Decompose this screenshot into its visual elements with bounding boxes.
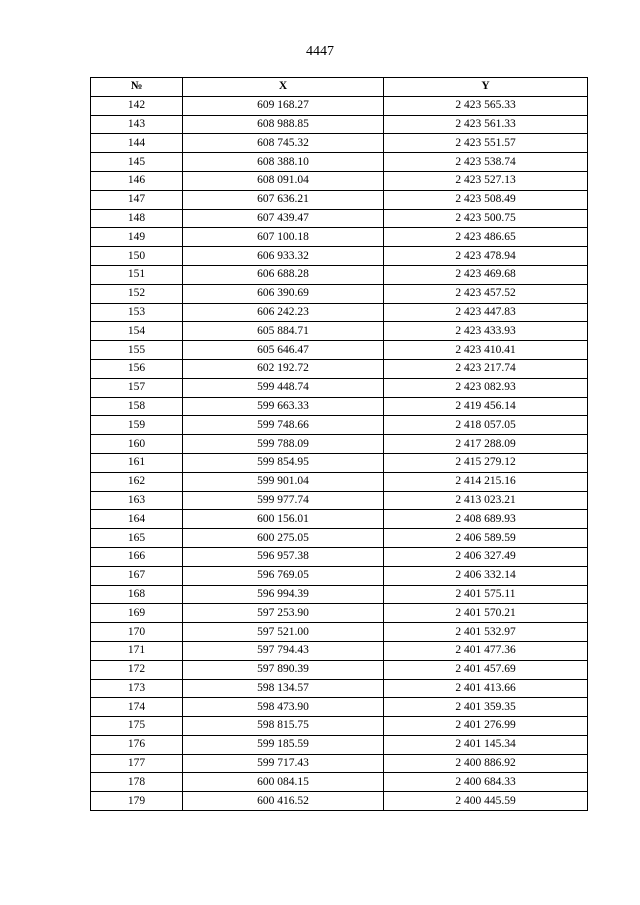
cell-y: 2 423 082.93	[384, 378, 588, 397]
table-row	[91, 359, 588, 378]
cell-x: 600 084.15	[183, 773, 384, 792]
table-row	[91, 247, 588, 266]
cell-x: 600 416.52	[183, 792, 384, 811]
cell-x: 608 745.32	[183, 134, 384, 153]
cell-number: 152	[91, 284, 183, 303]
cell-x: 608 091.04	[183, 171, 384, 190]
table-row	[91, 341, 588, 360]
column-header-number: №	[91, 78, 183, 97]
cell-x: 609 168.27	[183, 96, 384, 115]
cell-x: 596 769.05	[183, 566, 384, 585]
cell-number: 166	[91, 547, 183, 566]
cell-x: 599 977.74	[183, 491, 384, 510]
cell-x: 608 988.85	[183, 115, 384, 134]
table-row	[91, 153, 588, 172]
cell-y: 2 418 057.05	[384, 416, 588, 435]
cell-x: 597 253.90	[183, 604, 384, 623]
cell-y: 2 423 508.49	[384, 190, 588, 209]
cell-x: 599 448.74	[183, 378, 384, 397]
cell-number: 170	[91, 623, 183, 642]
cell-number: 146	[91, 171, 183, 190]
cell-x: 607 439.47	[183, 209, 384, 228]
cell-y: 2 401 359.35	[384, 698, 588, 717]
table-row	[91, 510, 588, 529]
cell-x: 598 473.90	[183, 698, 384, 717]
cell-y: 2 401 532.97	[384, 623, 588, 642]
cell-y: 2 400 684.33	[384, 773, 588, 792]
cell-number: 179	[91, 792, 183, 811]
cell-number: 155	[91, 341, 183, 360]
cell-x: 599 854.95	[183, 453, 384, 472]
cell-y: 2 400 886.92	[384, 754, 588, 773]
cell-x: 597 794.43	[183, 641, 384, 660]
table-row	[91, 566, 588, 585]
cell-y: 2 423 486.65	[384, 228, 588, 247]
cell-number: 168	[91, 585, 183, 604]
cell-y: 2 423 565.33	[384, 96, 588, 115]
cell-y: 2 401 145.34	[384, 735, 588, 754]
table-row	[91, 679, 588, 698]
table-row	[91, 435, 588, 454]
cell-y: 2 414 215.16	[384, 472, 588, 491]
cell-x: 596 957.38	[183, 547, 384, 566]
cell-y: 2 406 327.49	[384, 547, 588, 566]
cell-y: 2 419 456.14	[384, 397, 588, 416]
table-row	[91, 416, 588, 435]
table-row	[91, 735, 588, 754]
cell-y: 2 423 561.33	[384, 115, 588, 134]
cell-number: 153	[91, 303, 183, 322]
cell-y: 2 400 445.59	[384, 792, 588, 811]
cell-y: 2 423 500.75	[384, 209, 588, 228]
cell-number: 156	[91, 359, 183, 378]
cell-y: 2 406 589.59	[384, 529, 588, 548]
cell-number: 159	[91, 416, 183, 435]
cell-y: 2 423 457.52	[384, 284, 588, 303]
cell-number: 176	[91, 735, 183, 754]
cell-number: 171	[91, 641, 183, 660]
cell-number: 145	[91, 153, 183, 172]
table-row	[91, 491, 588, 510]
table-row	[91, 472, 588, 491]
cell-y: 2 401 575.11	[384, 585, 588, 604]
cell-number: 167	[91, 566, 183, 585]
cell-number: 177	[91, 754, 183, 773]
cell-number: 149	[91, 228, 183, 247]
table-row	[91, 660, 588, 679]
cell-x: 598 815.75	[183, 717, 384, 736]
cell-number: 150	[91, 247, 183, 266]
cell-number: 157	[91, 378, 183, 397]
cell-y: 2 401 477.36	[384, 641, 588, 660]
cell-x: 606 390.69	[183, 284, 384, 303]
cell-x: 599 788.09	[183, 435, 384, 454]
cell-x: 607 100.18	[183, 228, 384, 247]
cell-y: 2 401 276.99	[384, 717, 588, 736]
cell-x: 602 192.72	[183, 359, 384, 378]
cell-y: 2 423 478.94	[384, 247, 588, 266]
table-row	[91, 190, 588, 209]
cell-y: 2 423 551.57	[384, 134, 588, 153]
table-row	[91, 717, 588, 736]
cell-x: 597 890.39	[183, 660, 384, 679]
table-row	[91, 397, 588, 416]
table-row	[91, 754, 588, 773]
cell-x: 599 185.59	[183, 735, 384, 754]
cell-x: 605 646.47	[183, 341, 384, 360]
cell-x: 599 901.04	[183, 472, 384, 491]
column-header-y: Y	[384, 78, 588, 97]
column-header-x: X	[183, 78, 384, 97]
table-row	[91, 453, 588, 472]
cell-number: 154	[91, 322, 183, 341]
cell-x: 596 994.39	[183, 585, 384, 604]
cell-number: 158	[91, 397, 183, 416]
cell-x: 598 134.57	[183, 679, 384, 698]
cell-x: 606 933.32	[183, 247, 384, 266]
cell-number: 163	[91, 491, 183, 510]
table-body	[91, 96, 588, 810]
table-row	[91, 303, 588, 322]
cell-y: 2 406 332.14	[384, 566, 588, 585]
table-row	[91, 585, 588, 604]
cell-y: 2 423 447.83	[384, 303, 588, 322]
cell-number: 162	[91, 472, 183, 491]
cell-y: 2 417 288.09	[384, 435, 588, 454]
cell-x: 599 717.43	[183, 754, 384, 773]
cell-y: 2 401 413.66	[384, 679, 588, 698]
table-row	[91, 115, 588, 134]
cell-number: 164	[91, 510, 183, 529]
cell-y: 2 423 410.41	[384, 341, 588, 360]
table-row	[91, 698, 588, 717]
table-row	[91, 284, 588, 303]
cell-number: 161	[91, 453, 183, 472]
table-row	[91, 547, 588, 566]
cell-y: 2 401 570.21	[384, 604, 588, 623]
cell-x: 608 388.10	[183, 153, 384, 172]
table-row	[91, 529, 588, 548]
cell-number: 178	[91, 773, 183, 792]
table-row	[91, 171, 588, 190]
cell-y: 2 423 538.74	[384, 153, 588, 172]
table-row	[91, 378, 588, 397]
cell-x: 607 636.21	[183, 190, 384, 209]
cell-y: 2 423 469.68	[384, 265, 588, 284]
table-row	[91, 623, 588, 642]
cell-number: 169	[91, 604, 183, 623]
cell-number: 174	[91, 698, 183, 717]
cell-x: 599 663.33	[183, 397, 384, 416]
cell-number: 148	[91, 209, 183, 228]
cell-y: 2 413 023.21	[384, 491, 588, 510]
cell-x: 605 884.71	[183, 322, 384, 341]
table-row	[91, 265, 588, 284]
cell-number: 165	[91, 529, 183, 548]
cell-number: 142	[91, 96, 183, 115]
table-row	[91, 134, 588, 153]
table-row	[91, 96, 588, 115]
table-row	[91, 792, 588, 811]
page-number: 4447	[306, 44, 334, 59]
cell-x: 600 275.05	[183, 529, 384, 548]
cell-number: 144	[91, 134, 183, 153]
table-row	[91, 209, 588, 228]
cell-number: 151	[91, 265, 183, 284]
cell-y: 2 423 527.13	[384, 171, 588, 190]
table-row	[91, 322, 588, 341]
cell-y: 2 423 217.74	[384, 359, 588, 378]
cell-x: 600 156.01	[183, 510, 384, 529]
cell-number: 175	[91, 717, 183, 736]
cell-x: 597 521.00	[183, 623, 384, 642]
cell-y: 2 415 279.12	[384, 453, 588, 472]
cell-y: 2 408 689.93	[384, 510, 588, 529]
cell-x: 599 748.66	[183, 416, 384, 435]
cell-x: 606 688.28	[183, 265, 384, 284]
table-row	[91, 773, 588, 792]
table-header-row	[91, 78, 588, 97]
cell-number: 173	[91, 679, 183, 698]
cell-number: 147	[91, 190, 183, 209]
cell-y: 2 401 457.69	[384, 660, 588, 679]
table-row	[91, 604, 588, 623]
cell-number: 172	[91, 660, 183, 679]
cell-x: 606 242.23	[183, 303, 384, 322]
table-row	[91, 641, 588, 660]
coordinates-table	[90, 77, 588, 811]
cell-number: 143	[91, 115, 183, 134]
table-row	[91, 228, 588, 247]
cell-number: 160	[91, 435, 183, 454]
cell-y: 2 423 433.93	[384, 322, 588, 341]
